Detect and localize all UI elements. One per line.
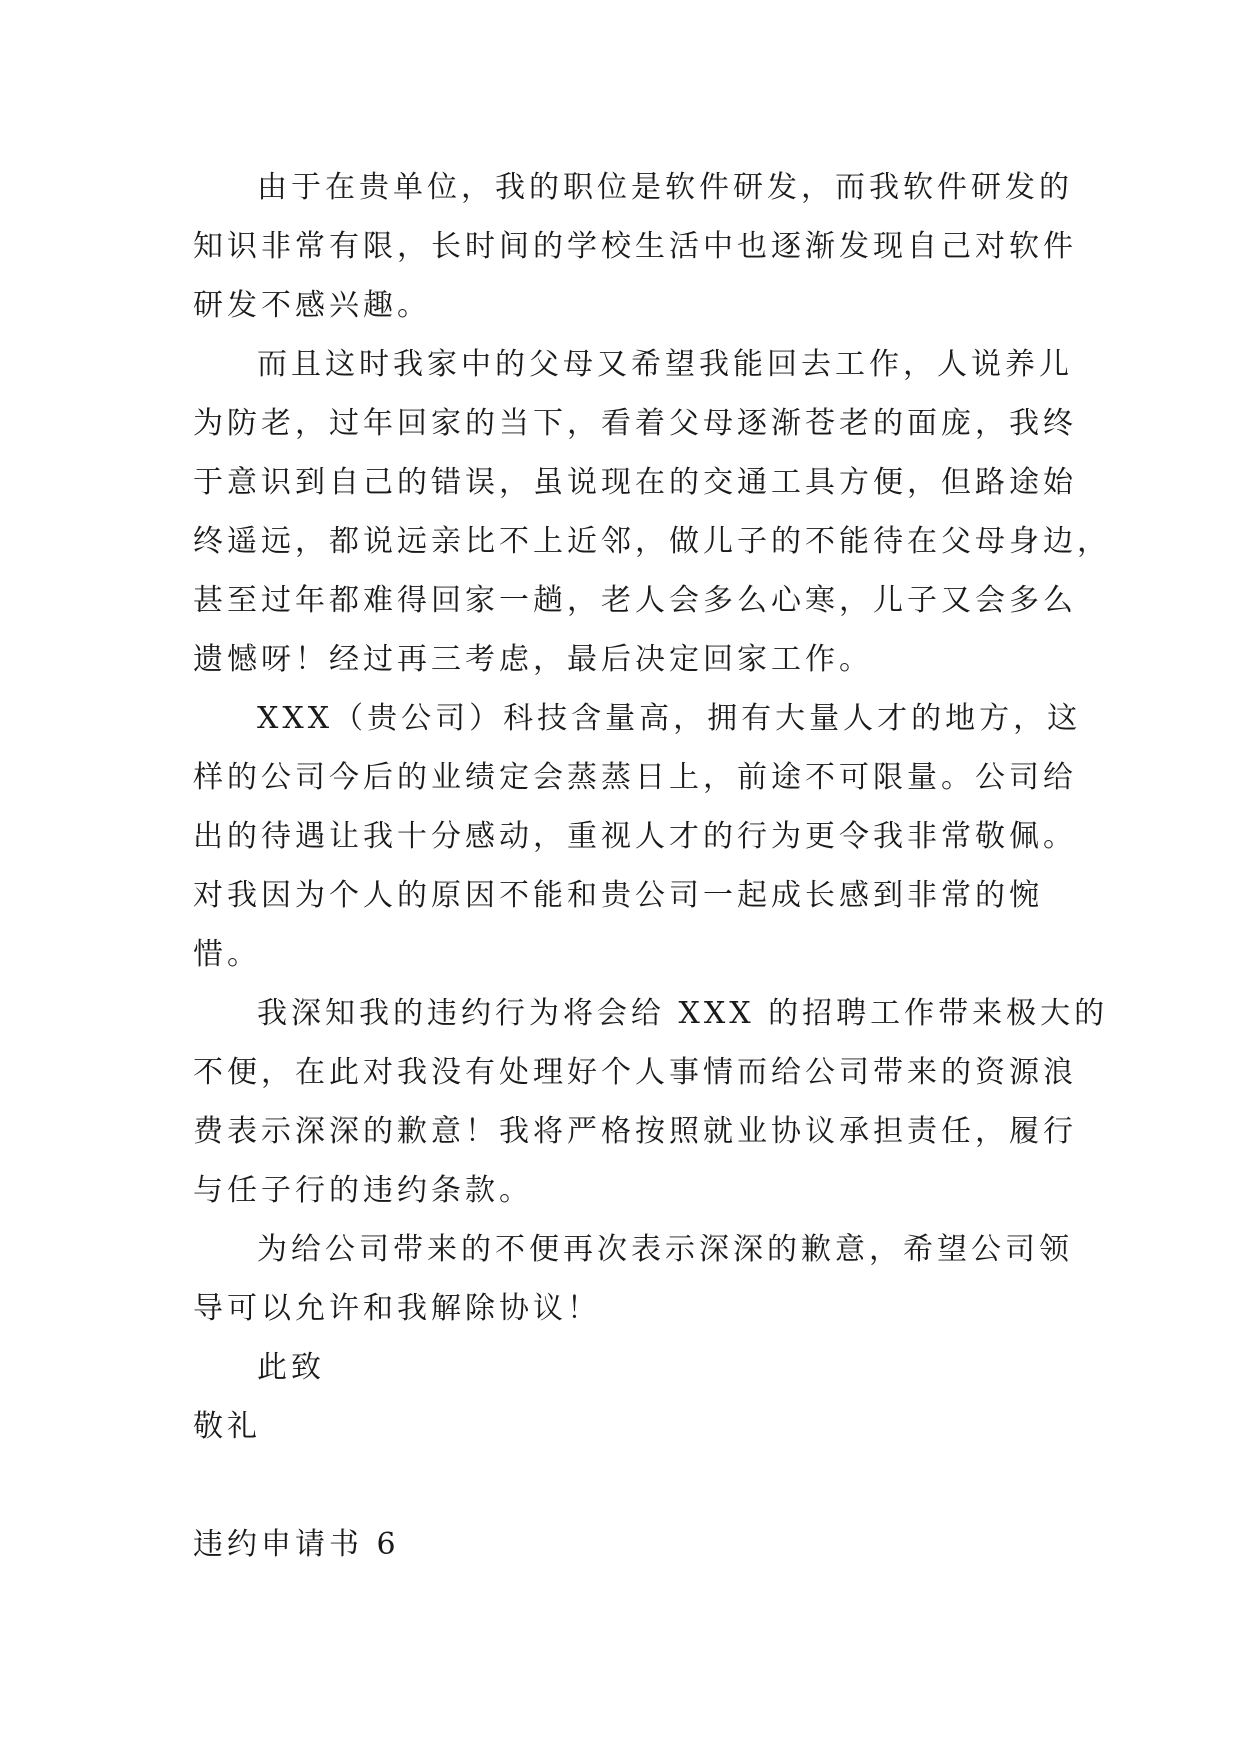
text-line: 为防老，过年回家的当下，看着父母逐渐苍老的面庞，我终 <box>193 406 1077 441</box>
document-body <box>193 158 1111 1574</box>
text-line: 遗憾呀！经过再三考虑，最后决定回家工作。 <box>193 642 873 677</box>
text-line: 于意识到自己的错误，虽说现在的交通工具方便，但路途始 <box>193 465 1077 500</box>
text-line: 终遥远，都说远亲比不上近邻，做儿子的不能待在父母身边， <box>193 524 1111 559</box>
text-line: 为给公司带来的不便再次表示深深的歉意，希望公司领 <box>257 1232 1073 1267</box>
text-line: 违约申请书 6 <box>193 1527 400 1562</box>
text-line: 导可以允许和我解除协议！ <box>193 1291 601 1326</box>
text-line: 样的公司今后的业绩定会蒸蒸日上，前途不可限量。公司给 <box>193 760 1077 795</box>
text-line: 研发不感兴趣。 <box>193 288 431 323</box>
text-line: 知识非常有限，长时间的学校生活中也逐渐发现自己对软件 <box>193 229 1077 264</box>
text-line: XXX（贵公司）科技含量高，拥有大量人才的地方，这 <box>257 701 1082 736</box>
text-line: 我深知我的违约行为将会给 XXX 的招聘工作带来极大的 <box>257 996 1109 1031</box>
text-line: 与任子行的违约条款。 <box>193 1173 533 1208</box>
text-line: 费表示深深的歉意！我将严格按照就业协议承担责任，履行 <box>193 1114 1077 1149</box>
text-line: 对我因为个人的原因不能和贵公司一起成长感到非常的惋 <box>193 878 1043 913</box>
text-line: 不便，在此对我没有处理好个人事情而给公司带来的资源浪 <box>193 1055 1077 1090</box>
text-line: 出的待遇让我十分感动，重视人才的行为更令我非常敬佩。 <box>193 819 1077 854</box>
text-line: 敬礼 <box>193 1409 261 1444</box>
text-line: 此致 <box>257 1350 325 1385</box>
text-line: 惜。 <box>193 937 261 972</box>
text-line: 甚至过年都难得回家一趟，老人会多么心寒，儿子又会多么 <box>193 583 1077 618</box>
text-line: 由于在贵单位，我的职位是软件研发，而我软件研发的 <box>257 170 1073 205</box>
blank-line <box>193 1456 1053 1515</box>
text-line: 而且这时我家中的父母又希望我能回去工作，人说养儿 <box>257 347 1073 382</box>
